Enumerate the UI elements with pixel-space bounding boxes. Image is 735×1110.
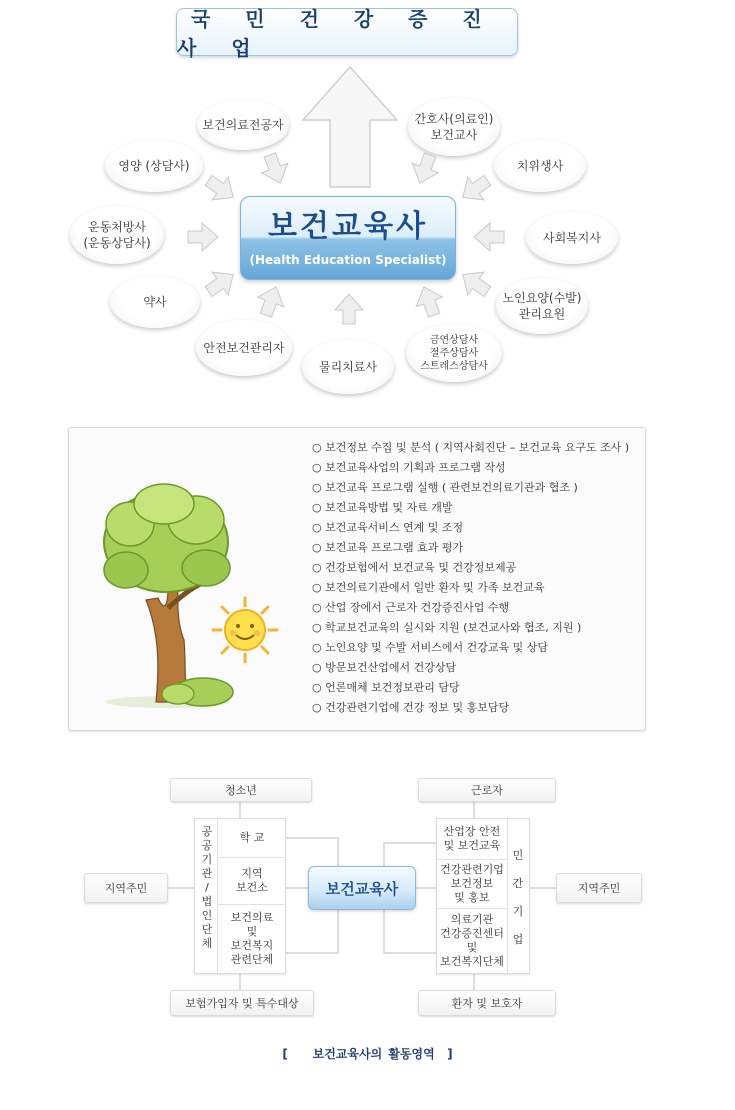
up-arrow-icon xyxy=(451,259,498,306)
duty-item: ○ 학교보건교육의 실시와 지원 (보건교사와 협조, 지원 ) xyxy=(312,621,582,634)
partner-bubble: 약사 xyxy=(110,276,200,328)
partner-bubble: 보건의료전공자 xyxy=(197,100,289,150)
partner-bubble: 운동처방사 (운동상담사) xyxy=(70,206,164,264)
up-arrow-icon xyxy=(407,279,451,323)
activity-center-box: 보건교육사 xyxy=(308,866,416,910)
partner-bubble: 사회복지사 xyxy=(526,212,618,264)
duty-item: ○ 보건교육 프로그램 실행 ( 관련보건의료기관과 협조 ) xyxy=(312,481,578,494)
private-enterprises-label: 민 간 기 업 xyxy=(512,849,524,946)
private-enterprises-panel xyxy=(436,818,530,974)
duty-item: ○ 보건교육 프로그램 효과 평가 xyxy=(312,541,464,554)
public-institutions-label: 공 공 기 관 / 법 인 단 체 xyxy=(201,825,213,950)
health-education-specialist-box xyxy=(240,196,456,280)
target-box-patients: 환자 및 보호자 xyxy=(418,990,556,1016)
partner-bubble: 간호사(의료인) 보건교사 xyxy=(408,98,500,156)
duty-item: ○ 보건교육방법 및 자료 개발 xyxy=(312,501,453,514)
private-item-health-company: 건강관련기업 보건정보 및 홍보 xyxy=(437,860,508,909)
duty-item: ○ 보건의료기관에서 일반 환자 및 가족 보건교육 xyxy=(312,581,545,594)
partner-bubble: 치위생사 xyxy=(494,140,586,192)
partner-bubble: 노인요양(수발) 관리요원 xyxy=(496,278,588,334)
duty-item: ○ 보건교육사업의 기획과 프로그램 작성 xyxy=(312,461,506,474)
down-arrow-icon xyxy=(197,165,244,212)
right-arrow-icon xyxy=(186,220,220,254)
target-box-youth: 청소년 xyxy=(170,778,312,802)
top-title-banner: 국 민 건 강 증 진 사 업 xyxy=(176,8,518,56)
target-box-local-residents-right: 지역주민 xyxy=(556,873,642,903)
duty-item: ○ 보건교육서비스 연계 및 조정 xyxy=(312,521,464,534)
duty-item: ○ 언론매체 보건정보관리 담당 xyxy=(312,681,460,694)
duties-list xyxy=(312,438,629,718)
left-arrow-icon xyxy=(472,220,506,254)
private-item-medical: 의료기관 건강증진센터 및 보건복지단체 xyxy=(437,909,508,973)
duty-item: ○ 방문보건산업에서 건강상담 xyxy=(312,661,457,674)
down-arrow-icon xyxy=(253,147,297,191)
sun-illustration xyxy=(210,595,280,665)
target-box-insured: 보험가입자 및 특수대상 xyxy=(170,990,314,1016)
public-item-health-org: 보건의료 및 보건복지 관련단체 xyxy=(217,905,286,973)
duty-item: ○ 보건정보 수집 및 분석 ( 지역사회진단 – 보건교육 요구도 조사 ) xyxy=(312,441,630,454)
public-institutions-panel xyxy=(194,818,286,974)
duty-item: ○ 산업 장에서 근로자 건강증진사업 수행 xyxy=(312,601,510,614)
up-arrow-icon xyxy=(300,64,400,190)
target-box-workers: 근로자 xyxy=(418,778,556,802)
partner-bubble: 물리치료사 xyxy=(302,340,394,394)
partner-bubble: 금연상담사 절주상담사 스트레스상담사 xyxy=(406,324,502,382)
figure-caption: [ 보건교육사의 활동영역 ] xyxy=(282,1047,453,1061)
duty-item: ○ 노인요양 및 수발 서비스에서 건강교육 및 상담 xyxy=(312,641,548,654)
duty-item: ○ 건강관련기업에 건강 정보 및 홍보담당 xyxy=(312,701,510,714)
private-item-industrial: 산업장 안전 및 보건교육 xyxy=(437,819,508,860)
partner-bubble: 영양 (상담사) xyxy=(105,140,203,192)
up-arrow-icon xyxy=(332,292,366,326)
partner-bubble: 안전보건관리자 xyxy=(196,320,292,376)
public-item-health-center: 지역 보건소 xyxy=(217,858,286,905)
up-arrow-icon xyxy=(197,259,244,306)
target-box-local-residents-left: 지역주민 xyxy=(84,873,168,903)
public-item-school: 학 교 xyxy=(217,819,286,858)
duty-item: ○ 건강보험에서 보건교육 및 건강정보제공 xyxy=(312,561,517,574)
down-arrow-icon xyxy=(451,165,498,212)
center-subtitle: (Health Education Specialist) xyxy=(249,253,447,267)
up-arrow-icon xyxy=(249,279,293,323)
center-title: 보건교육사 xyxy=(268,209,428,244)
